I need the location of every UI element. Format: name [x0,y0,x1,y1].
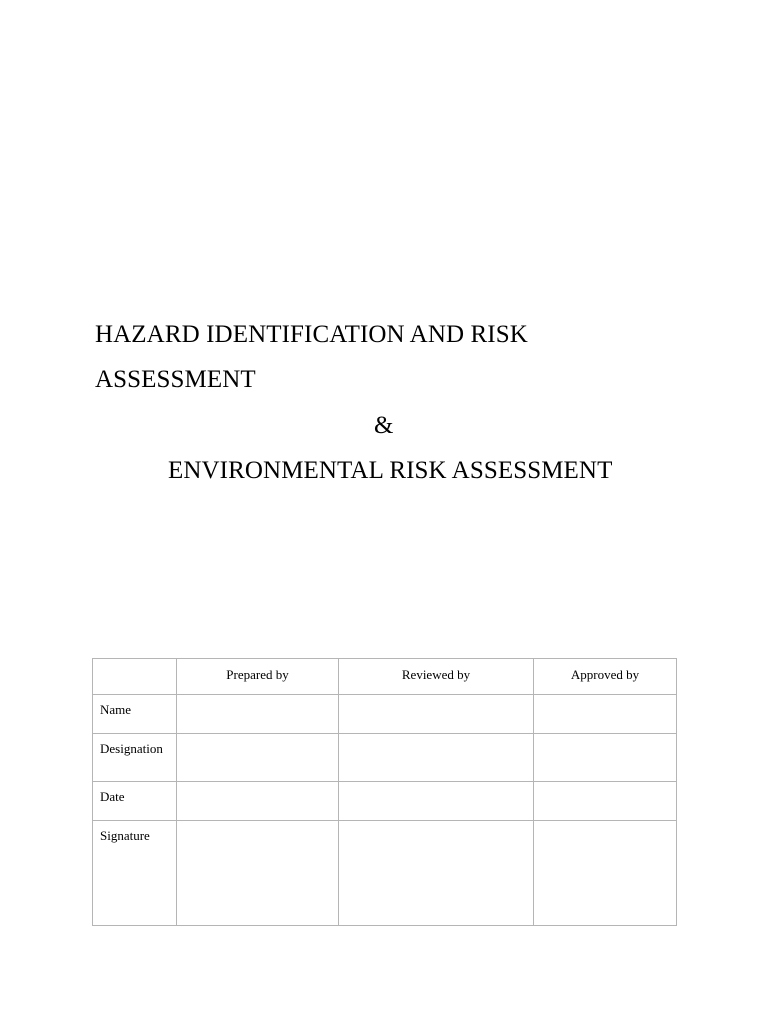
title-ampersand: & [374,412,394,439]
row-label-signature: Signature [93,821,177,926]
cell-name-prepared [177,695,339,734]
table-row [93,821,677,926]
row-label-designation: Designation [93,734,177,782]
cell-name-reviewed [339,695,534,734]
header-cell-prepared-by: Prepared by [177,659,339,695]
cell-date-approved [534,782,677,821]
title-line-1: HAZARD IDENTIFICATION AND RISK [95,321,528,348]
cell-date-reviewed [339,782,534,821]
title-line-3: ENVIRONMENTAL RISK ASSESSMENT [168,457,613,484]
cell-designation-prepared [177,734,339,782]
header-cell-approved-by: Approved by [534,659,677,695]
cell-designation-reviewed [339,734,534,782]
cell-name-approved [534,695,677,734]
table-row [93,782,677,821]
table-row [93,695,677,734]
cell-signature-reviewed [339,821,534,926]
title-line-2: ASSESSMENT [95,366,256,393]
table-row [93,734,677,782]
signoff-table [92,658,677,926]
row-label-date: Date [93,782,177,821]
header-cell-reviewed-by: Reviewed by [339,659,534,695]
cell-designation-approved [534,734,677,782]
cell-signature-approved [534,821,677,926]
table-header-row [93,659,677,695]
cell-date-prepared [177,782,339,821]
header-cell-blank [93,659,177,695]
row-label-name: Name [93,695,177,734]
cell-signature-prepared [177,821,339,926]
